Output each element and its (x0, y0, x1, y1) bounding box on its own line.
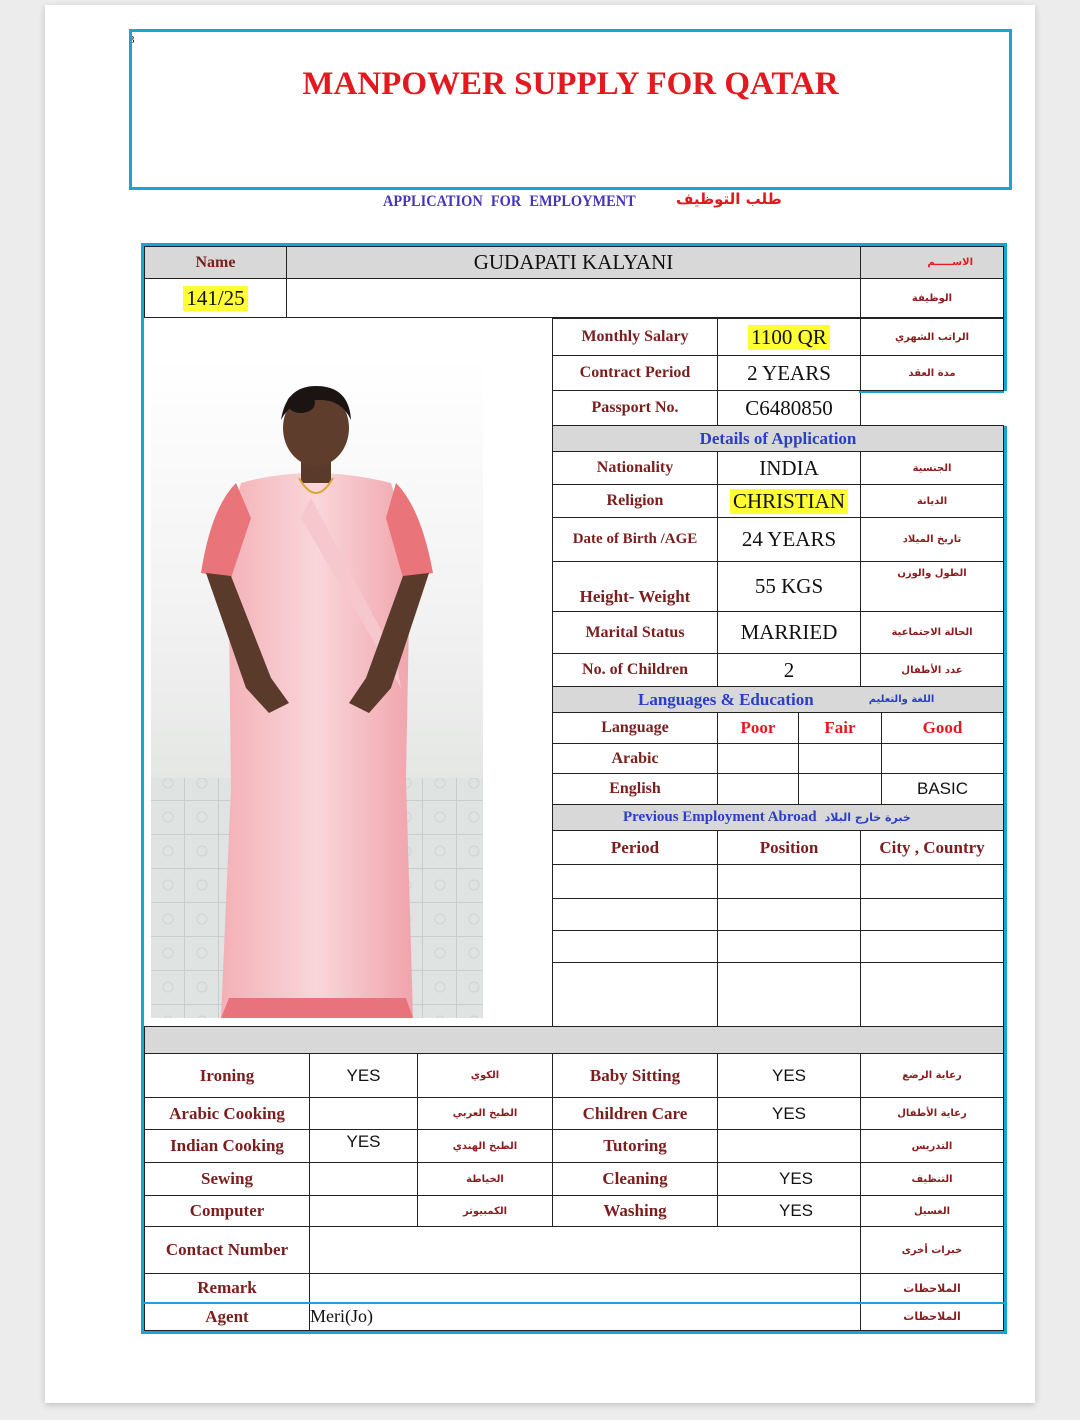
agent-arabic: الملاحظات (860, 1302, 1004, 1331)
marital-status-value: MARRIED (717, 611, 861, 654)
lang-row-arabic-fair (798, 743, 882, 774)
skill-ironing-value: YES (309, 1053, 418, 1098)
skill-arabic-cooking-arabic: الطبخ العربي (417, 1097, 553, 1130)
lang-row-arabic-label: Arabic (552, 743, 718, 774)
religion-value: CHRISTIAN (730, 489, 848, 514)
monthly-salary-arabic: الراتب الشهري (860, 318, 1004, 356)
children-arabic: عدد الأطفال (860, 653, 1004, 687)
name-label: Name (144, 246, 287, 279)
contract-period-arabic: مدة العقد (860, 355, 1004, 391)
employment-row-4-position (717, 962, 861, 1027)
employment-row-2-city (860, 898, 1004, 931)
employment-section-title: Previous Employment Abroad (623, 809, 817, 825)
skill-sewing-arabic: الخياطة (417, 1162, 553, 1196)
employment-row-3-period (552, 930, 718, 963)
skill-baby-sitting-label: Baby Sitting (552, 1053, 718, 1098)
marital-status-arabic: الحالة الاجتماعية (860, 611, 1004, 654)
lang-row-arabic-poor (717, 743, 799, 774)
skill-baby-sitting-value: YES (717, 1053, 861, 1098)
employment-header-period: Period (552, 830, 718, 865)
agent-row-divider (144, 1302, 1004, 1304)
skill-indian-cooking-arabic: الطبخ الهندي (417, 1129, 553, 1163)
marital-status-label: Marital Status (552, 611, 718, 654)
height-weight-label: Height- Weight (552, 561, 718, 612)
employment-row-2-position (717, 898, 861, 931)
employment-row-1-period (552, 864, 718, 899)
employment-row-3-city (860, 930, 1004, 963)
monthly-salary-cell (717, 318, 861, 356)
employment-section-arabic: خبرة خارج البلاد (824, 811, 911, 824)
name-value: GUDAPATI KALYANI (286, 246, 861, 279)
skill-ironing-label: Ironing (144, 1053, 310, 1098)
contact-number-arabic: خبرات أخرى (860, 1226, 1004, 1274)
lang-row-english-label: English (552, 773, 718, 805)
corner-mark: 3 (129, 34, 135, 46)
ref-number: 141/25 (183, 286, 247, 311)
skill-washing-arabic: الغسيل (860, 1195, 1004, 1227)
skill-arabic-cooking-label: Arabic Cooking (144, 1097, 310, 1130)
height-weight-arabic: الطول والوزن (860, 561, 1004, 612)
skill-computer-arabic: الكمبيوتر (417, 1195, 553, 1227)
lang-header-good: Good (881, 712, 1004, 744)
skill-washing-label: Washing (552, 1195, 718, 1227)
name-arabic: الاســـــم (860, 246, 1004, 279)
contract-period-value: 2 YEARS (717, 355, 861, 391)
lang-row-english-poor (717, 773, 799, 805)
remark-value (309, 1273, 861, 1303)
skill-sewing-label: Sewing (144, 1162, 310, 1196)
applicant-photo (151, 358, 483, 1018)
agent-value: Meri(Jo) (309, 1302, 861, 1331)
skill-sewing-value (309, 1162, 418, 1196)
skill-cleaning-label: Cleaning (552, 1162, 718, 1196)
nationality-arabic: الجنسية (860, 451, 1004, 485)
dob-label: Date of Birth /AGE (552, 517, 718, 562)
employment-row-4-city (860, 962, 1004, 1027)
skills-separator (144, 1026, 1004, 1054)
skill-washing-value: YES (717, 1195, 861, 1227)
lang-header-language: Language (552, 712, 718, 744)
monthly-salary-label: Monthly Salary (552, 318, 718, 356)
dob-value: 24 YEARS (717, 517, 861, 562)
skill-indian-cooking-value: YES (309, 1129, 418, 1163)
passport-row-gap (1004, 391, 1007, 426)
page-title: MANPOWER SUPPLY FOR QATAR (302, 66, 839, 102)
religion-cell (717, 484, 861, 518)
skill-children-care-value: YES (717, 1097, 861, 1130)
children-value: 2 (717, 653, 861, 687)
employment-section (552, 804, 1004, 831)
employment-row-1-city (860, 864, 1004, 899)
form-subtitle-arabic: طلب التوظيف (676, 190, 782, 208)
skill-baby-sitting-arabic: رعاية الرضع (860, 1053, 1004, 1098)
title-box (129, 29, 1012, 190)
job-value (286, 278, 861, 318)
details-section-title: Details of Application (552, 425, 1004, 452)
languages-section-arabic: اللغة والتعليم (868, 694, 935, 705)
skill-computer-label: Computer (144, 1195, 310, 1227)
skill-children-care-label: Children Care (552, 1097, 718, 1130)
skill-indian-cooking-label: Indian Cooking (144, 1129, 310, 1163)
lang-row-english-good: BASIC (881, 773, 1004, 805)
ref-number-cell (144, 278, 287, 318)
skill-tutoring-label: Tutoring (552, 1129, 718, 1163)
lang-header-poor: Poor (717, 712, 799, 744)
contact-number-value (309, 1226, 861, 1274)
lang-row-english-fair (798, 773, 882, 805)
lang-row-arabic-good (881, 743, 1004, 774)
monthly-salary-value: 1100 QR (748, 325, 830, 350)
job-arabic: الوظيفة (860, 278, 1004, 318)
dob-arabic: تاريخ الميلاد (860, 517, 1004, 562)
languages-section (552, 686, 1004, 713)
religion-arabic: الديانة (860, 484, 1004, 518)
religion-label: Religion (552, 484, 718, 518)
skill-ironing-arabic: الكوي (417, 1053, 553, 1098)
contract-period-label: Contract Period (552, 355, 718, 391)
passport-row-accent (859, 391, 1007, 393)
skill-tutoring-value (717, 1129, 861, 1163)
employment-header-position: Position (717, 830, 861, 865)
skill-cleaning-value: YES (717, 1162, 861, 1196)
employment-header-city-country: City , Country (860, 830, 1004, 865)
languages-section-title: Languages & Education (638, 689, 814, 709)
skill-children-care-arabic: رعاية الأطفال (860, 1097, 1004, 1130)
skill-arabic-cooking-value (309, 1097, 418, 1130)
contact-number-label: Contact Number (144, 1226, 310, 1274)
employment-row-4-period (552, 962, 718, 1027)
passport-label: Passport No. (552, 390, 718, 426)
nationality-label: Nationality (552, 451, 718, 485)
remark-label: Remark (144, 1273, 310, 1303)
skill-tutoring-arabic: التدريس (860, 1129, 1004, 1163)
children-label: No. of Children (552, 653, 718, 687)
lang-header-fair: Fair (798, 712, 882, 744)
passport-value: C6480850 (717, 390, 861, 426)
form-subtitle: APPLICATION FOR EMPLOYMENT (383, 193, 636, 210)
employment-row-1-position (717, 864, 861, 899)
height-weight-value: 55 KGS (717, 561, 861, 612)
agent-label: Agent (144, 1302, 310, 1331)
employment-row-3-position (717, 930, 861, 963)
skill-cleaning-arabic: التنظيف (860, 1162, 1004, 1196)
nationality-value: INDIA (717, 451, 861, 485)
skill-computer-value (309, 1195, 418, 1227)
remark-arabic: الملاحظات (860, 1273, 1004, 1303)
employment-row-2-period (552, 898, 718, 931)
